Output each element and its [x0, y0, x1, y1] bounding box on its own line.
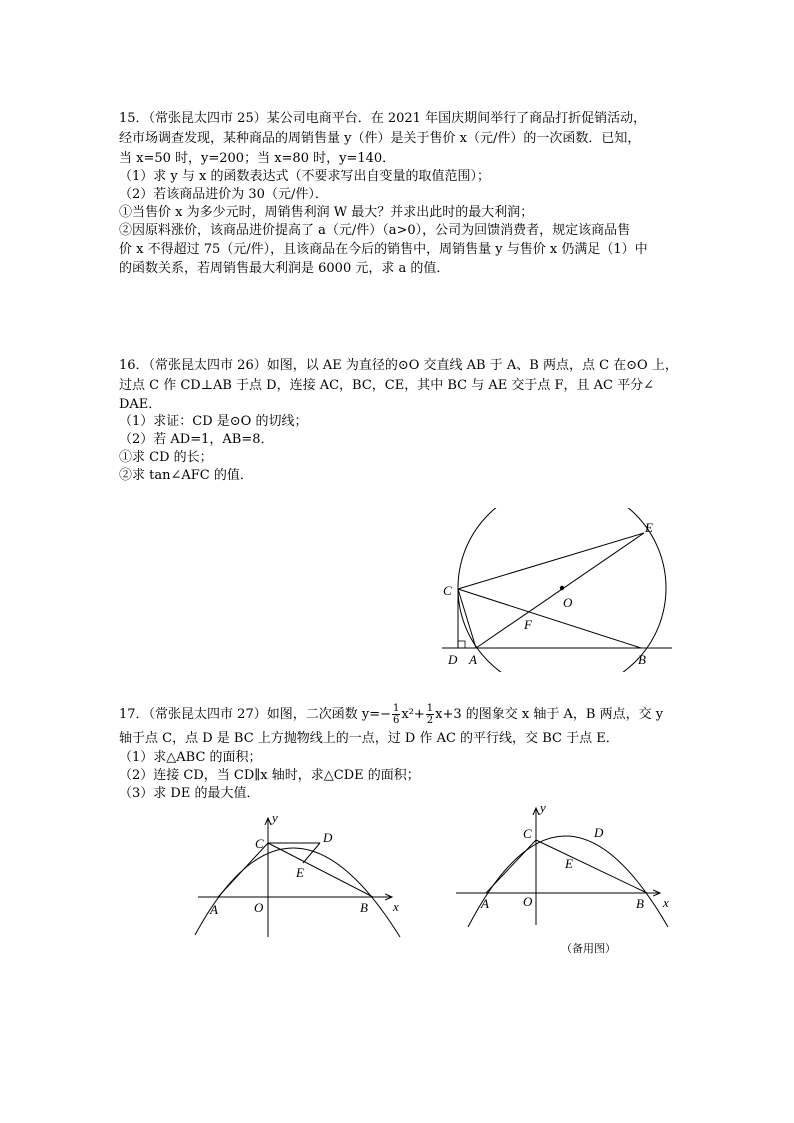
- q17-frac2-den: 2: [426, 715, 434, 726]
- q17-line-4: （2）连接 CD，当 CD∥x 轴时，求△CDE 的面积；: [119, 768, 420, 783]
- label-a: A: [210, 902, 218, 917]
- label-e: E: [565, 856, 573, 871]
- label-a: A: [469, 652, 477, 667]
- label-d: D: [323, 830, 333, 845]
- segment-ac: [218, 843, 268, 897]
- q15-line-4: （1）求 y 与 x 的函数表达式（不要求写出自变量的取值范围）；: [119, 169, 490, 184]
- q16-line-3: DAE．: [119, 397, 162, 412]
- segment-ac: [486, 840, 536, 893]
- q15-line-1: 15．（常张昆太四市 25）某公司电商平台．在 2021 年国庆期间举行了商品打折促销活动，: [119, 111, 647, 126]
- label-d: D: [594, 825, 604, 840]
- label-b: B: [360, 900, 368, 915]
- q16-line-4: （1）求证：CD 是⊙O 的切线；: [119, 414, 308, 429]
- segment-ce: [458, 533, 644, 589]
- q17-frac1-den: 6: [392, 715, 400, 726]
- q17-parabola-figure-main: [190, 810, 410, 940]
- label-o: O: [523, 894, 533, 909]
- label-b: B: [636, 896, 644, 911]
- q16-line-1: 16．（常张昆太四市 26）如图，以 AE 为直径的⊙O 交直线 AB 于 A、B 两点，点 C 在⊙O 上，: [119, 358, 678, 373]
- label-e: E: [645, 520, 653, 535]
- label-c: C: [523, 826, 532, 841]
- q17-line-5: （3）求 DE 的最大值．: [119, 786, 260, 801]
- parabola: [195, 848, 400, 937]
- label-y: y: [272, 810, 278, 825]
- segment-ae: [476, 533, 644, 648]
- q16-line-2: 过点 C 作 CD⊥AB 于点 D，连接 AC，BC，CE，其中 BC 与 AE 交于点 F，且 AC 平分∠: [119, 378, 655, 393]
- q15-line-6: ①当售价 x 为多少元时，周销售利润 W 最大？并求出此时的最大利润；: [119, 205, 534, 220]
- q15-line-2: 经市场调查发现，某种商品的周销售量 y（件）是关于售价 x（元/件）的一次函数．已知，: [119, 131, 641, 146]
- q17-frac2-num: 1: [426, 703, 434, 714]
- label-e: E: [296, 865, 304, 880]
- q17-line-1: [119, 703, 663, 726]
- q16-line-7: ②求 tan∠AFC 的值．: [119, 468, 253, 483]
- q16-line-6: ①求 CD 的长；: [119, 450, 213, 465]
- label-a: A: [481, 896, 489, 911]
- segment-ca: [458, 589, 476, 648]
- q17-line-1-pre: 17．（常张昆太四市 27）如图，二次函数 y=−: [119, 707, 391, 722]
- q15-line-9: 的函数关系，若周销售最大利润是 6000 元，求 a 的值．: [119, 261, 450, 276]
- q17-parabola-figure-spare: [450, 800, 680, 932]
- q15-line-7: ②因原料涨价，该商品进价提高了 a（元/件）（a>0），公司为回馈消费者，规定该商品售: [119, 223, 631, 238]
- center-dot-o: [560, 586, 564, 590]
- q16-circle-figure: [436, 508, 676, 672]
- q17-line-3: （1）求△ABC 的面积；: [119, 750, 262, 765]
- label-x: x: [663, 895, 669, 910]
- right-angle-mark: [458, 641, 465, 648]
- parabola: [468, 836, 668, 927]
- q17-line-1-post: x+3 的图象交 x 轴于 A，B 两点，交 y: [435, 707, 664, 722]
- q17-line-1-mid: x²+: [401, 707, 425, 722]
- q17-fraction-2: [426, 703, 434, 726]
- spare-figure-caption: （备用图）: [561, 942, 616, 955]
- q17-line-2: 轴于点 C，点 D 是 BC 上方抛物线上的一点，过 D 作 AC 的平行线，交 BC 于点 E．: [119, 731, 619, 746]
- q15-line-5: （2）若该商品进价为 30（元/件）．: [119, 187, 328, 202]
- q17-fraction-1: [392, 703, 400, 726]
- label-c: C: [443, 583, 452, 598]
- label-b: B: [638, 652, 646, 667]
- label-d: D: [448, 652, 458, 667]
- label-f: F: [524, 617, 532, 632]
- label-x: x: [393, 899, 399, 914]
- segment-cb: [536, 840, 647, 893]
- segment-cb: [268, 843, 373, 897]
- q15-line-3: 当 x=50 时，y=200；当 x=80 时，y=140．: [119, 151, 396, 166]
- label-o: O: [254, 900, 264, 915]
- label-y: y: [540, 800, 546, 815]
- q16-line-5: （2）若 AD=1，AB=8．: [119, 432, 274, 447]
- q17-frac1-num: 1: [392, 703, 400, 714]
- label-o: O: [563, 595, 573, 610]
- q15-line-8: 价 x 不得超过 75（元/件），且该商品在今后的销售中，周销售量 y 与售价 x 仍满足（1）中: [119, 242, 648, 257]
- label-c: C: [255, 836, 264, 851]
